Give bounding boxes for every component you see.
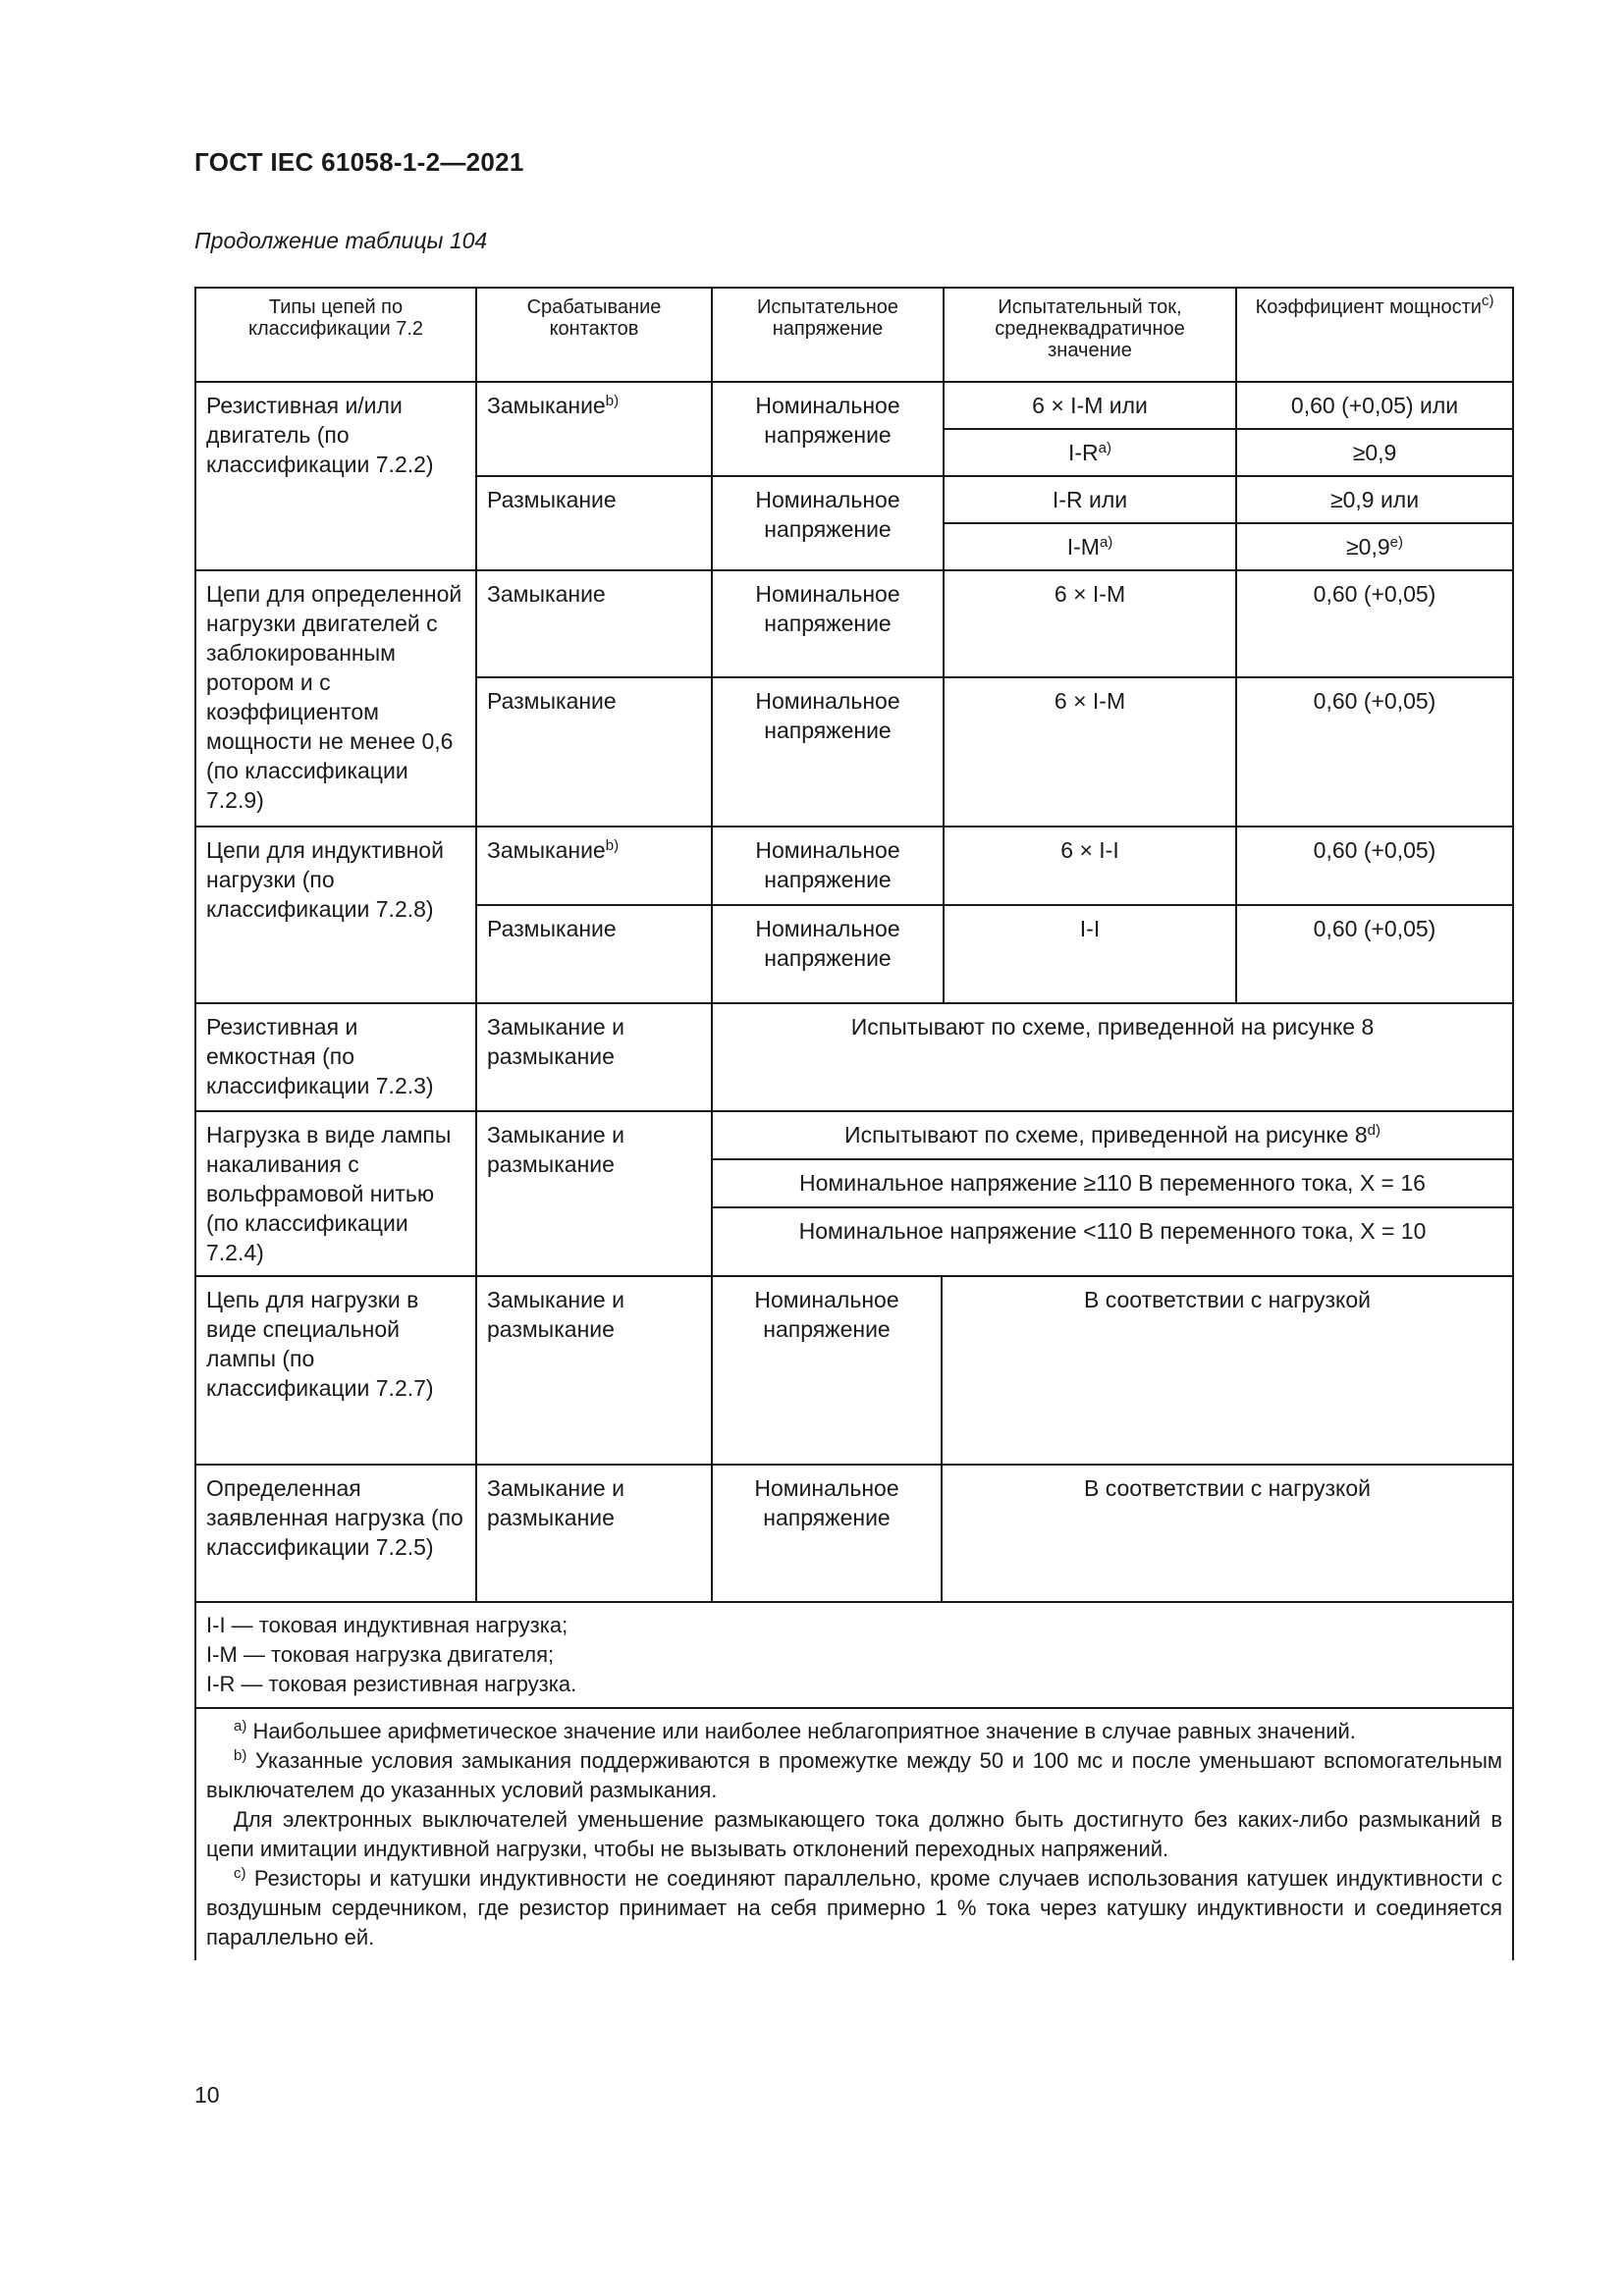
footnote-mark: c) [1481, 293, 1494, 309]
operation-cell: Замыкание и размыкание [476, 1276, 712, 1465]
footnote-mark: b) [605, 837, 620, 854]
current-cell [944, 523, 1236, 570]
voltage-cell: Номинальное напряжение [712, 570, 944, 677]
voltage-cell: Номинальное напряжение [712, 677, 944, 827]
circuit-type-cell: Цепи для индуктивной нагрузки (по классификации 7.2.8) [195, 827, 476, 1003]
current-cell [944, 429, 1236, 476]
legend-item: I-M — токовая нагрузка двигателя; [206, 1642, 555, 1667]
operation-cell: Замыкание и размыкание [476, 1003, 712, 1111]
voltage-condition-cell: Номинальное напряжение ≥110 В переменного тока, X = 16 [712, 1159, 1513, 1207]
footnote-mark: a) [1099, 534, 1113, 551]
table-row [195, 1111, 1513, 1159]
load-cell: В соответствии с нагрузкой [942, 1276, 1513, 1465]
power-factor-cell: ≥0,9 или [1236, 476, 1513, 523]
power-factor-cell: 0,60 (+0,05) [1236, 827, 1513, 905]
page-number: 10 [194, 2082, 220, 2108]
test-method-cell: Испытывают по схеме, приведенной на рисунке 8 [712, 1003, 1513, 1111]
circuit-type-cell: Цепь для нагрузки в виде специальной лампы (по классификации 7.2.7) [195, 1276, 476, 1465]
current-text: I-R [1068, 440, 1099, 465]
power-factor-cell: 0,60 (+0,05) [1236, 905, 1513, 1003]
footnote-b [206, 1746, 1502, 1805]
legend-row [195, 1602, 1513, 1708]
footnote-mark: b) [605, 393, 620, 409]
legend-item: I-I — токовая индуктивная нагрузка; [206, 1613, 568, 1637]
table-row [195, 1465, 1513, 1602]
operation-cell: Размыкание [476, 905, 712, 1003]
circuit-type-cell: Резистивная и/или двигатель (по классификации 7.2.2) [195, 382, 476, 570]
header-test-current: Испытательный ток, среднеквадратичное значение [944, 288, 1236, 382]
circuit-type-cell: Резистивная и емкостная (по классификации 7.2.3) [195, 1003, 476, 1111]
operation-cell [476, 382, 712, 476]
table-header-row [195, 288, 1513, 382]
footnotes-cell [195, 1708, 1513, 1960]
legend-item: I-R — токовая резистивная нагрузка. [206, 1672, 577, 1696]
power-factor-cell: 0,60 (+0,05) или [1236, 382, 1513, 429]
footnotes-row [195, 1708, 1513, 1960]
footnote-mark: e) [1389, 534, 1403, 551]
test-method-text: Испытывают по схеме, приведенной на рисунке 8 [844, 1122, 1368, 1148]
current-cell: I-I [944, 905, 1236, 1003]
power-factor-cell [1236, 523, 1513, 570]
power-factor-cell: 0,60 (+0,05) [1236, 570, 1513, 677]
circuit-type-cell: Цепи для определенной нагрузки двигателей с заблокированным ротором и с коэффициентом мощности не менее 0,6 (по классификации 7.2.9) [195, 570, 476, 827]
voltage-condition-cell: Номинальное напряжение <110 В переменного тока, X = 10 [712, 1207, 1513, 1276]
power-factor-cell: 0,60 (+0,05) [1236, 677, 1513, 827]
header-test-voltage: Испытательное напряжение [712, 288, 944, 382]
operation-cell: Замыкание и размыкание [476, 1111, 712, 1276]
operation-text: Замыкание [487, 837, 606, 863]
document-title: ГОСТ IEC 61058-1-2—2021 [194, 147, 524, 177]
footnote-mark: a) [234, 1718, 247, 1735]
test-method-cell [712, 1111, 1513, 1159]
current-cell: 6 × I-I [944, 827, 1236, 905]
power-factor-text: ≥0,9 [1346, 534, 1390, 560]
power-factor-cell: ≥0,9 [1236, 429, 1513, 476]
header-circuit-type: Типы цепей по классификации 7.2 [195, 288, 476, 382]
current-text: I-M [1066, 534, 1100, 560]
table-row [195, 1276, 1513, 1465]
circuit-type-cell: Определенная заявленная нагрузка (по классификации 7.2.5) [195, 1465, 476, 1602]
footnote-mark: a) [1098, 440, 1112, 456]
current-cell: 6 × I-M [944, 570, 1236, 677]
voltage-cell: Номинальное напряжение [712, 827, 944, 905]
footnote-c-text: Резисторы и катушки индуктивности не соединяют параллельно, кроме случаев использования катушек индуктивности с воздушным сердечником, где резистор принимает на себя примерно 1 % тока через катушку индуктивности и соединяется параллельно ей. [206, 1866, 1503, 1949]
footnote-b-continuation: Для электронных выключателей уменьшение размыкающего тока должно быть достигнуто без каких-либо размыканий в цепи имитации индуктивной нагрузки, чтобы не вызывать отклонений переходных напряжений. [206, 1807, 1503, 1861]
footnote-mark: b) [234, 1747, 247, 1764]
current-cell: I-R или [944, 476, 1236, 523]
operation-cell: Размыкание [476, 476, 712, 570]
footnote-a-text: Наибольшее арифметическое значение или наиболее неблагоприятное значение в случае равных значений. [252, 1719, 1356, 1743]
test-conditions-table [194, 287, 1514, 1960]
table-row [195, 570, 1513, 677]
header-power-factor [1236, 288, 1513, 382]
table-caption: Продолжение таблицы 104 [194, 228, 488, 253]
load-cell: В соответствии с нагрузкой [942, 1465, 1513, 1602]
voltage-cell: Номинальное напряжение [712, 905, 944, 1003]
current-cell: 6 × I-M или [944, 382, 1236, 429]
footnote-c [206, 1864, 1502, 1952]
operation-cell [476, 827, 712, 905]
operation-cell: Замыкание [476, 570, 712, 677]
voltage-cell: Номинальное напряжение [712, 1276, 942, 1465]
table-row [195, 382, 1513, 429]
footnote-mark: d) [1367, 1122, 1380, 1139]
header-power-factor-text: Коэффициент мощности [1255, 296, 1482, 318]
voltage-cell: Номинальное напряжение [712, 382, 944, 476]
table-row [195, 827, 1513, 905]
voltage-cell: Номинальное напряжение [712, 476, 944, 570]
header-contact-operation: Срабатывание контактов [476, 288, 712, 382]
voltage-cell: Номинальное напряжение [712, 1465, 942, 1602]
footnote-b-text: Указанные условия замыкания поддерживаются в промежутке между 50 и 100 мс и после уменьшают вспомогательным выключателем до указанных условий размыкания. [206, 1748, 1503, 1802]
current-cell: 6 × I-M [944, 677, 1236, 827]
operation-text: Замыкание [487, 393, 606, 418]
footnote-a [206, 1717, 1502, 1746]
circuit-type-cell: Нагрузка в виде лампы накаливания с вольфрамовой нитью (по классификации 7.2.4) [195, 1111, 476, 1276]
footnote-mark: c) [234, 1865, 246, 1882]
operation-cell: Замыкание и размыкание [476, 1465, 712, 1602]
legend-cell [195, 1602, 1513, 1708]
table-row [195, 1003, 1513, 1111]
operation-cell: Размыкание [476, 677, 712, 827]
